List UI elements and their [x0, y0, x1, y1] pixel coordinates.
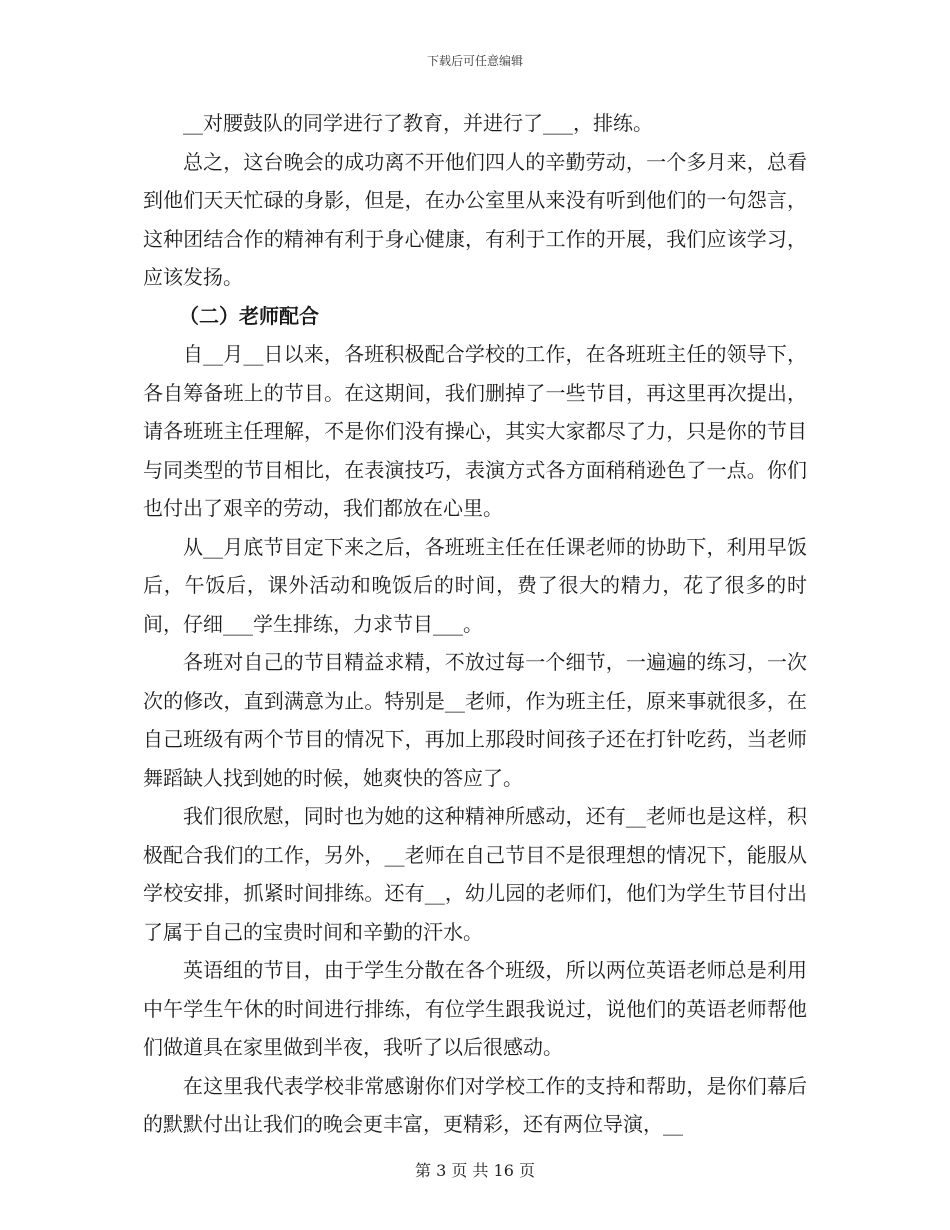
paragraph: 我们很欣慰，同时也为她的这种精神所感动，还有__老师也是这样，积极配合我们的工作，另外，__老师在自己节目不是很理想的情况下，能服从学校安排，抓紧时间排练。还有__，幼儿园的老师们，他们为学生节目付出了属于自己的宝贵时间和辛勤的汗水。 [143, 804, 807, 944]
document-body [143, 104, 807, 1144]
page-header: 下载后可任意编辑 [426, 54, 523, 68]
page-footer: 第 3 页 共 16 页 [415, 1161, 535, 1180]
paragraph: 从__月底节目定下来之后，各班班主任在任课老师的协助下，利用早饭后，午饭后，课外活动和晚饭后的时间，费了很大的精力，花了很多的时间，仔细___学生排练，力求节目___。 [143, 534, 807, 636]
paragraph: __对腰鼓队的同学进行了教育，并进行了___，排练。 [183, 111, 653, 135]
paragraph: 自__月__日以来，各班积极配合学校的工作，在各班班主任的领导下，各自筹备班上的节目。在这期间，我们删掉了一些节目，再这里再次提出，请各班班主任理解，不是你们没有操心，其实大家都尽了力，只是你的节目与同类型的节目相比，在表演技巧，表演方式各方面稍稍逊色了一点。你们也付出了艰辛的劳动，我们都放在心里。 [143, 342, 807, 520]
paragraph: 总之，这台晚会的成功离不开他们四人的辛勤劳动，一个多月来，总看到他们天天忙碌的身影，但是，在办公室里从来没有听到他们的一句怨言，这种团结合作的精神有利于身心健康，有利于工作的开展，我们应该学习，应该发扬。 [143, 149, 807, 289]
paragraph: 各班对自己的节目精益求精，不放过每一个细节，一遍遍的练习，一次次的修改，直到满意为止。特别是__老师，作为班主任，原来事就很多，在自己班级有两个节目的情况下，再加上那段时间孩子还在打针吃药，当老师舞蹈缺人找到她的时候，她爽快的答应了。 [143, 650, 807, 790]
section-heading: （二）老师配合 [179, 303, 319, 328]
paragraph: 在这里我代表学校非常感谢你们对学校工作的支持和帮助，是你们幕后的默默付出让我们的晚会更丰富，更精彩，还有两位导演，__ [143, 1073, 807, 1136]
paragraph: 英语组的节目，由于学生分散在各个班级，所以两位英语老师总是利用中午学生午休的时间进行排练，有位学生跟我说过，说他们的英语老师帮他们做道具在家里做到半夜，我听了以后很感动。 [143, 958, 807, 1059]
